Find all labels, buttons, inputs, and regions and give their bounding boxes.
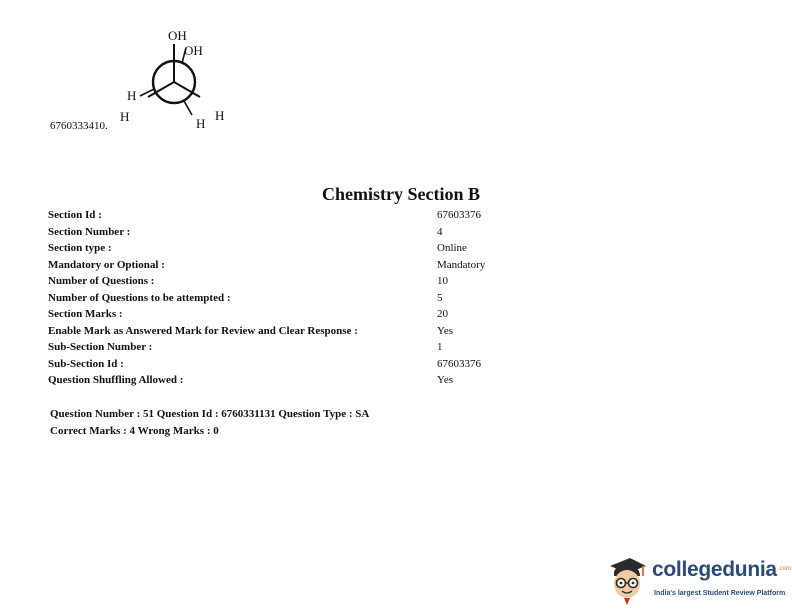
label-h-back-bottom: H [196,116,206,131]
option-id: 6760333410. [50,120,108,132]
detail-label: Section Id : [48,209,102,221]
detail-label: Sub-Section Number : [48,341,153,353]
logo-wordmark: collegedunia [652,558,777,581]
detail-value: 10 [437,275,448,287]
detail-row [48,273,548,290]
label-h-back-left: H [120,109,130,124]
detail-value: 1 [437,341,443,353]
detail-value: 67603376 [437,357,481,370]
detail-label: Question Shuffling Allowed : [48,374,184,386]
label-h-front-left: H [127,88,137,103]
detail-value: Online [437,242,467,254]
detail-row [48,339,548,356]
detail-label: Section Marks : [48,308,123,320]
newman-projection-figure [110,28,250,138]
question-info-line: Question Number : 51 Question Id : 6760331131 Question Type : SA [50,408,370,420]
label-h-front-right: H [215,108,225,123]
detail-row [48,306,548,323]
collegedunia-logo [600,552,790,608]
detail-label: Mandatory or Optional : [48,258,165,271]
detail-row [48,323,548,340]
detail-row [48,356,548,373]
detail-value: 67603376 [437,209,481,221]
logo-domain: .com [778,566,792,572]
detail-value: Yes [437,374,454,386]
detail-label: Enable Mark as Answered Mark for Review and Clear Response : [48,324,358,337]
detail-label: Number of Questions : [48,275,155,287]
front-bond-h-right [174,82,200,97]
detail-value: 4 [437,225,443,238]
detail-value: Mandatory [437,258,486,271]
section-details-table [48,207,548,389]
detail-value: Yes [437,324,454,337]
label-oh-back: OH [184,43,203,58]
detail-row [48,207,548,224]
detail-value: 20 [437,308,448,320]
detail-value: 5 [437,291,443,304]
back-bond-h-bottom [184,101,192,115]
detail-label: Sub-Section Id : [48,357,124,370]
detail-label: Section type : [48,242,112,254]
detail-label: Section Number : [48,225,131,238]
logo-tagline: India's largest Student Review Platform [654,590,786,597]
detail-label: Number of Questions to be attempted : [48,291,231,304]
detail-row [48,372,548,389]
detail-row [48,290,548,307]
label-oh-front: OH [168,28,187,43]
section-title: Chemistry Section B [322,184,480,204]
detail-row [48,257,548,274]
question-marks-line: Correct Marks : 4 Wrong Marks : 0 [50,425,219,437]
detail-row [48,240,548,257]
detail-row [48,224,548,241]
question-header [50,406,369,440]
mascot-icon [604,554,648,606]
